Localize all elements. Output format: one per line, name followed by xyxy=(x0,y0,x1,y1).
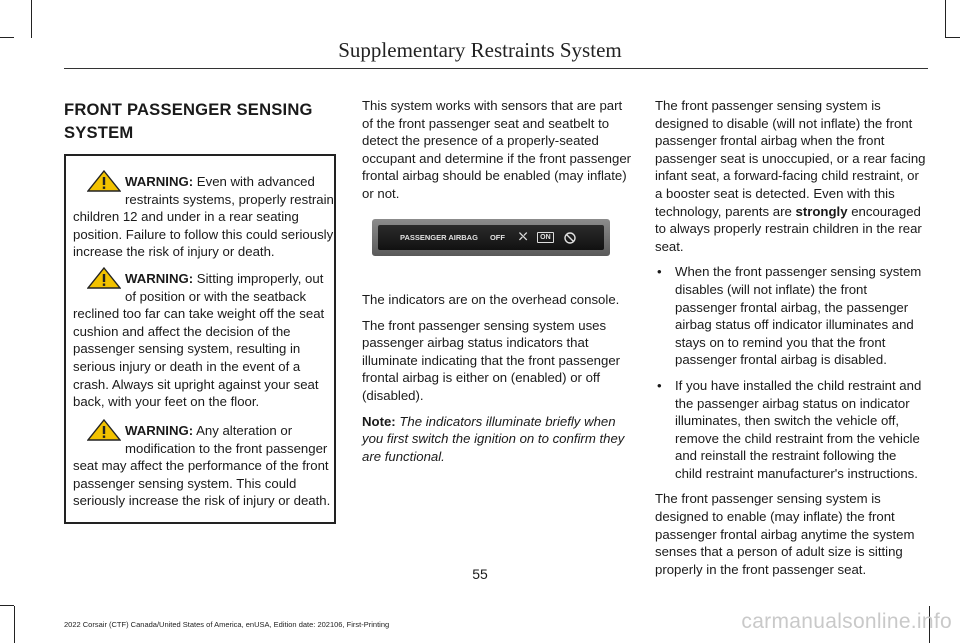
watermark: carmanualsonline.info xyxy=(741,610,952,633)
column-right xyxy=(655,97,927,586)
console-airbag-label: PASSENGER AIRBAG xyxy=(400,233,478,242)
crop-mark xyxy=(0,605,14,606)
page-number: 55 xyxy=(472,566,488,582)
note-paragraph xyxy=(362,413,632,466)
column-middle-lower xyxy=(362,291,632,473)
crop-mark xyxy=(945,0,946,38)
list-item: • If you have installed the child restraint and the passenger airbag status on indicator illuminates, then switch the vehicle off, remove the child restraint from the vehicle and reinstall the restraint following the child restraint manufacturer's instructions. xyxy=(655,377,927,483)
console-off-label: OFF xyxy=(489,233,505,242)
warning-label: WARNING: xyxy=(125,174,194,189)
crop-mark xyxy=(14,606,15,643)
column-middle xyxy=(362,97,632,211)
child-seat-icon: ⛌ xyxy=(518,231,528,243)
prohibited-icon xyxy=(564,232,576,244)
indicators-paragraph: The indicators are on the overhead console. xyxy=(362,292,620,307)
intro-paragraph: This system works with sensors that are part of the front passenger seat and seatbelt to detect the presence of a properly-seated occupant and determine if the front passenger frontal airbag should be enabled (may inflate) or not. xyxy=(362,98,632,201)
page-header-title: Supplementary Restraints System xyxy=(338,38,622,62)
warning-text: Any alteration or modification to the front passenger seat may affect the performance of the front passenger sensing system. This could seriously increase the risk of injury or death. xyxy=(73,423,331,509)
warning-label: WARNING: xyxy=(125,423,194,438)
warning-triangle-icon xyxy=(87,170,121,192)
note-text: The indicators illuminate briefly when you first switch the ignition on to confirm they are functional. xyxy=(362,413,625,464)
footer-edition-text: 2022 Corsair (CTF) Canada/United States of America, enUSA, Edition date: 202106, First-Printing xyxy=(64,620,390,629)
warning-label: WARNING: xyxy=(125,271,194,286)
warning-item xyxy=(73,270,335,411)
status-paragraph: The front passenger sensing system uses passenger airbag status indicators that illuminate indicating that the front passenger frontal airbag is either on (enabled) or off (disabled). xyxy=(362,317,621,403)
crop-mark xyxy=(31,0,32,38)
list-item: • When the front passenger sensing system disables (will not inflate) the front passenger frontal airbag, the passenger airbag status off indicator illuminates and stays on to remind you that the front passenger frontal airbag is disabled. xyxy=(655,263,927,369)
warning-box xyxy=(64,154,336,524)
console-on-label: ON xyxy=(537,232,554,243)
warning-item xyxy=(73,173,335,261)
note-label: Note: xyxy=(362,413,396,429)
section-title: FRONT PASSENGER SENSING SYSTEM xyxy=(64,100,313,142)
warning-text: Even with advanced restraints systems, properly restrain children 12 and under in a rear seating position. Failure to follow this could seriously increase the risk of injury or death. xyxy=(73,174,334,260)
header-rule xyxy=(64,68,928,69)
design-paragraph xyxy=(655,97,927,255)
warning-item xyxy=(73,422,335,510)
paragraph-text: The front passenger sensing system is designed to disable (will not inflate) the front passenger frontal airbag when the front passenger seat is unoccupied, or a rear facing infant seat, a forward-facing child restraint, or a booster seat is detected. Even with this technology, parents are xyxy=(655,98,926,219)
warning-triangle-icon xyxy=(87,267,121,289)
bullet-list xyxy=(655,263,927,482)
paragraph-text: encouraged to always properly restrain children in the rear seat. xyxy=(655,203,922,254)
warning-text: Sitting improperly, out of position or with the seatback reclined too far can take weight off the seat cushion and affect the decision of the passenger sensing system, resulting in serious injury or death in the event of a crash. Always sit upright against your seat back, with your feet on the floor. xyxy=(73,271,325,410)
warning-triangle-icon xyxy=(87,419,121,441)
emphasis-text: strongly xyxy=(795,203,848,219)
overhead-console-image xyxy=(372,219,610,256)
enable-paragraph: The front passenger sensing system is designed to enable (may inflate) the front passenger frontal airbag anytime the system senses that a person of adult size is sitting properly in the front passenger seat. xyxy=(655,491,915,577)
